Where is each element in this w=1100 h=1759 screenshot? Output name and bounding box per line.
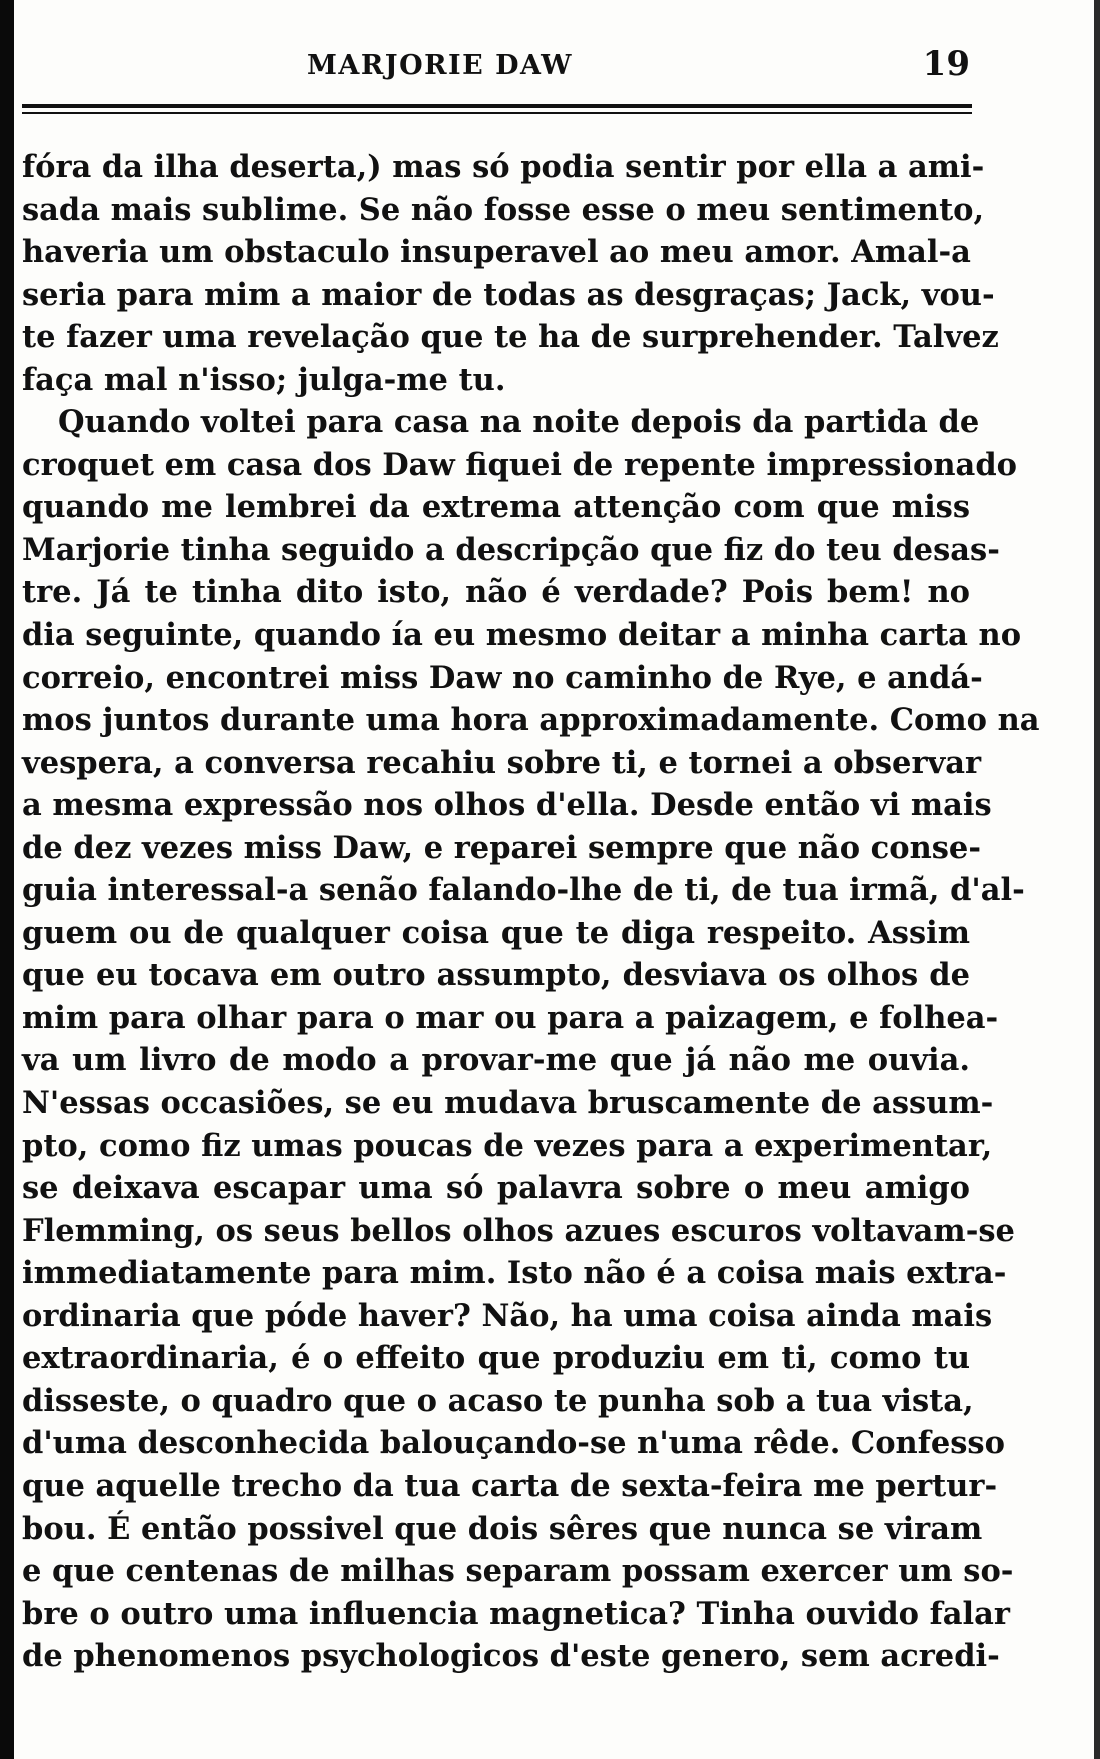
- text-line: que aquelle trecho da tua carta de sexta-feira me pertur-: [22, 1467, 998, 1504]
- text-line: que eu tocava em outro assumpto, desviava os olhos de: [22, 957, 970, 994]
- text-line: de dez vezes miss Daw, e reparei sempre que não conse-: [22, 829, 981, 866]
- text-line: haveria um obstaculo insuperavel ao meu amor. Amal-a: [22, 234, 971, 271]
- header-rule-thin: [22, 112, 972, 114]
- text-line: dia seguinte, quando ía eu mesmo deitar a minha carta no: [22, 617, 1022, 654]
- text-line: pto, como fiz umas poucas de vezes para a experimentar,: [22, 1127, 993, 1164]
- running-head: [20, 42, 970, 92]
- text-line: mim para olhar para o mar ou para a paizagem, e folhea-: [22, 999, 999, 1036]
- page-outer-edge: [1094, 0, 1100, 1759]
- text-line: te fazer uma revelação que te ha de surprehender. Talvez: [22, 319, 999, 356]
- body-text: [22, 146, 1040, 1678]
- text-line: d'uma desconhecida balouçando-se n'uma rêde. Confesso: [22, 1425, 1005, 1462]
- text-line: croquet em casa dos Daw fiquei de repente impressionado: [22, 446, 1017, 483]
- text-line: Flemming, os seus bellos olhos azues escuros voltavam-se: [22, 1212, 1015, 1249]
- text-line: correio, encontrei miss Daw no caminho de Rye, e andá-: [22, 659, 983, 696]
- text-line: immediatamente para mim. Isto não é a coisa mais extra-: [22, 1255, 1007, 1292]
- text-line: bou. É então possivel que dois sêres que nunca se viram: [22, 1510, 983, 1547]
- text-line: de phenomenos psychologicos d'este genero, sem acredi-: [22, 1638, 1000, 1675]
- text-line: guia interessal-a senão falando-lhe de ti, de tua irmã, d'al-: [22, 872, 1025, 909]
- text-line: quando me lembrei da extrema attenção com que miss: [22, 489, 970, 526]
- text-line: Quando voltei para casa na noite depois da partida de: [58, 404, 980, 441]
- running-title: MARJORIE DAW: [307, 50, 573, 81]
- text-line: Marjorie tinha seguido a descripção que fiz do teu desas-: [22, 531, 1000, 568]
- text-line: va um livro de modo a provar-me que já não me ouvia.: [22, 1042, 970, 1079]
- page-binding-edge: [0, 0, 14, 1759]
- text-line: a mesma expressão nos olhos d'ella. Desde então vi mais: [22, 787, 992, 824]
- text-line: seria para mim a maior de todas as desgraças; Jack, vou-: [22, 276, 995, 313]
- text-line: N'essas occasiões, se eu mudava bruscamente de assum-: [22, 1085, 994, 1122]
- text-line: extraordinaria, é o effeito que produziu em ti, como tu: [22, 1340, 970, 1377]
- header-rule-thick: [22, 104, 972, 108]
- text-line: vespera, a conversa recahiu sobre ti, e tornei a observar: [22, 744, 982, 781]
- page-number: 19: [922, 44, 970, 84]
- text-line: fóra da ilha deserta,) mas só podia sentir por ella a ami-: [22, 149, 985, 185]
- text-line: mos juntos durante uma hora approximadamente. Como na: [22, 702, 1040, 739]
- text-line: ordinaria que póde haver? Não, ha uma coisa ainda mais: [22, 1297, 993, 1334]
- text-line: tre. Já te tinha dito isto, não é verdade? Pois bem! no: [22, 574, 970, 611]
- text-line: se deixava escapar uma só palavra sobre o meu amigo: [22, 1170, 970, 1207]
- text-line: faça mal n'isso; julga-me tu.: [22, 361, 506, 398]
- text-line: disseste, o quadro que o acaso te punha sob a tua vista,: [22, 1382, 974, 1419]
- text-line: bre o outro uma influencia magnetica? Tinha ouvido falar: [22, 1595, 1010, 1632]
- text-line: e que centenas de milhas separam possam exercer um so-: [22, 1553, 1014, 1590]
- text-line: sada mais sublime. Se não fosse esse o meu sentimento,: [22, 191, 985, 228]
- text-line: guem ou de qualquer coisa que te diga respeito. Assim: [22, 914, 970, 951]
